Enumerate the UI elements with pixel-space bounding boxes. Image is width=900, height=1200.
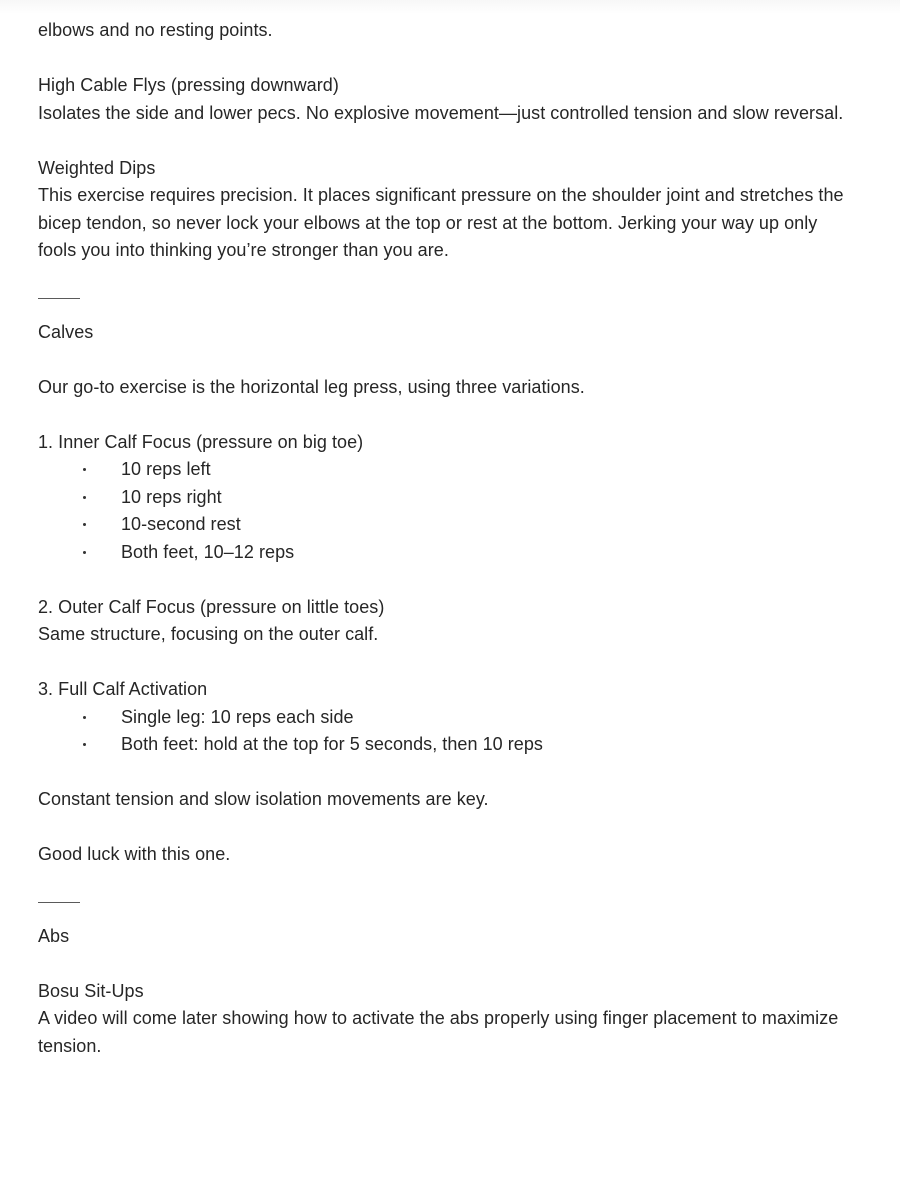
list-item: Single leg: 10 reps each side — [38, 704, 860, 732]
calves-key-note: Constant tension and slow isolation movements are key. — [38, 789, 489, 809]
section-divider — [38, 298, 80, 299]
bullet-icon — [83, 468, 86, 471]
high-cable-flys-title: High Cable Flys (pressing downward) — [38, 75, 339, 95]
list-item: 10 reps left — [38, 456, 860, 484]
bullet-icon — [83, 743, 86, 746]
list-item: Both feet, 10–12 reps — [38, 539, 860, 567]
intro-tail: elbows and no resting points. — [38, 20, 273, 40]
bosu-sit-ups-body: A video will come later showing how to activate the abs properly using finger placement to maximize tension. — [38, 1008, 844, 1056]
list-item: 10-second rest — [38, 511, 860, 539]
variation-2-title: 2. Outer Calf Focus (pressure on little toes) — [38, 596, 385, 617]
bullet-icon — [83, 496, 86, 499]
list-item: 10 reps right — [38, 484, 860, 512]
bullet-icon — [83, 716, 86, 719]
abs-heading: Abs — [38, 925, 70, 946]
variation-3-title: 3. Full Calf Activation — [38, 679, 208, 699]
bosu-sit-ups-title: Bosu Sit-Ups — [38, 980, 144, 1001]
calves-intro: Our go-to exercise is the horizontal leg press, using three variations. — [38, 376, 585, 397]
variation-1-title: 1. Inner Calf Focus (pressure on big toe) — [38, 431, 364, 452]
calves-sign-off: Good luck with this one. — [38, 844, 231, 864]
bullet-icon — [83, 523, 86, 526]
weighted-dips-body: This exercise requires precision. It places significant pressure on the shoulder joint and stretches the bicep tendon, so never lock your elbows at the top or rest at the bottom. Jerking your way up only fools you into thinking you’re stronger than you are. — [38, 185, 849, 260]
bullet-icon — [83, 551, 86, 554]
weighted-dips-title: Weighted Dips — [38, 157, 156, 178]
calves-heading: Calves — [38, 321, 94, 342]
list-item: Both feet: hold at the top for 5 seconds, then 10 reps — [38, 731, 860, 759]
high-cable-flys-body: Isolates the side and lower pecs. No explosive movement—just controlled tension and slow reversal. — [38, 102, 844, 123]
section-divider — [38, 902, 80, 903]
variation-2-body: Same structure, focusing on the outer calf. — [38, 624, 379, 644]
